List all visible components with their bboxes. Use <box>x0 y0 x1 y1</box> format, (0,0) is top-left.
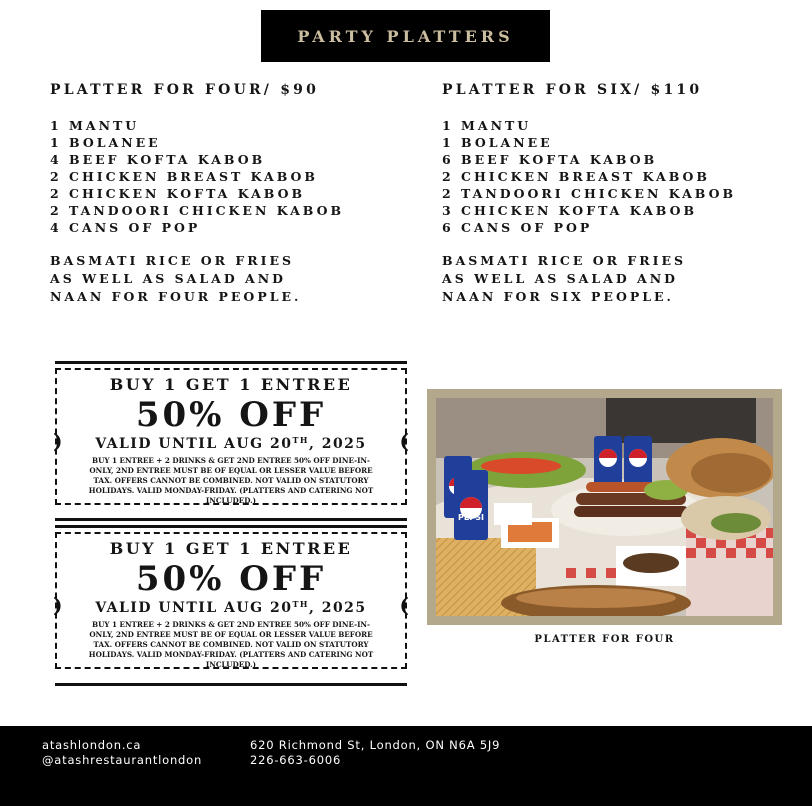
validity-prefix: VALID UNTIL AUG 20 <box>95 600 293 616</box>
platter-six-title: PLATTER FOR SIX/ $110 <box>442 82 703 98</box>
list-item: 1 MANTU <box>50 118 140 133</box>
coupon-validity <box>55 600 407 616</box>
coupon-1 <box>55 361 407 511</box>
scissor-mark-left: ) <box>53 429 63 453</box>
coupon-discount: 50% OFF <box>135 395 327 435</box>
validity-sup: TH <box>292 435 309 445</box>
can-label: PEPSI <box>458 513 484 522</box>
scissor-mark-right: ( <box>399 593 409 617</box>
validity-suffix: , 2025 <box>308 600 367 616</box>
list-item: 4 BEEF KOFTA KABOB <box>50 152 266 167</box>
platter-food-image <box>436 398 773 616</box>
page-title: PARTY PLATTERS <box>297 26 514 46</box>
platter-four-note: BASMATI RICE OR FRIES AS WELL AS SALAD AND NAAN FOR FOUR PEOPLE. <box>50 253 302 304</box>
tear-line <box>55 683 407 686</box>
list-item: 1 BOLANEE <box>442 135 553 150</box>
tear-line <box>55 525 407 528</box>
list-item: 2 TANDOORI CHICKEN KABOB <box>50 203 345 218</box>
list-item: 4 CANS OF POP <box>50 220 201 235</box>
platter-four-section <box>50 82 380 306</box>
photo-frame <box>427 389 782 625</box>
address: 620 Richmond St, London, ON N6A 5J9 <box>250 738 501 752</box>
coupon-validity <box>55 436 407 452</box>
list-item: 3 CHICKEN KOFTA KABOB <box>442 203 698 218</box>
validity-prefix: VALID UNTIL AUG 20 <box>95 436 293 452</box>
list-item: 2 TANDOORI CHICKEN KABOB <box>442 186 737 201</box>
social-handle[interactable]: @atashrestaurantlondon <box>42 753 203 767</box>
footer <box>0 726 812 806</box>
list-item: 2 CHICKEN BREAST KABOB <box>50 169 318 184</box>
coupon-content <box>55 539 407 670</box>
photo-caption: PLATTER FOR FOUR <box>534 634 675 645</box>
platter-six-items <box>442 117 792 236</box>
phone-number[interactable]: 226-663-6006 <box>250 753 342 767</box>
scissor-mark-left: ) <box>53 593 63 617</box>
validity-sup: TH <box>292 599 309 609</box>
platter-four-items <box>50 117 380 236</box>
validity-suffix: , 2025 <box>308 436 367 452</box>
list-item: 6 CANS OF POP <box>442 220 593 235</box>
website-link[interactable]: atashlondon.ca <box>42 738 142 752</box>
coupon-headline: BUY 1 GET 1 ENTREE <box>109 539 353 558</box>
list-item: 1 BOLANEE <box>50 135 161 150</box>
platter-six-section <box>442 82 792 306</box>
coupon-discount: 50% OFF <box>135 559 327 599</box>
platter-photo <box>436 398 773 616</box>
list-item: 2 CHICKEN BREAST KABOB <box>442 169 710 184</box>
list-item: 6 BEEF KOFTA KABOB <box>442 152 658 167</box>
platter-four-title: PLATTER FOR FOUR/ $90 <box>50 82 320 98</box>
list-item: 1 MANTU <box>442 118 532 133</box>
coupon-headline: BUY 1 GET 1 ENTREE <box>109 375 353 394</box>
tear-line-middle <box>55 518 407 521</box>
coupon-content <box>55 375 407 506</box>
coupon-fine-print: BUY 1 ENTREE + 2 DRINKS & GET 2ND ENTREE 50% OFF DINE-IN-ONLY, 2ND ENTREE MUST BE OF EQUAL OR LESSER VALUE BEFORE TAX. OFFERS CANNOT BE COMBINED. NOT VALID ON STATUTORY HOLIDAYS. VALID MONDAY-FRIDAY. (PLATTERS AND CATERING NOT INCLUDED.) <box>88 620 374 669</box>
tear-line <box>55 361 407 364</box>
title-banner <box>261 10 550 62</box>
list-item: 2 CHICKEN KOFTA KABOB <box>50 186 306 201</box>
scissor-mark-right: ( <box>399 429 409 453</box>
coupon-fine-print: BUY 1 ENTREE + 2 DRINKS & GET 2ND ENTREE 50% OFF DINE-IN-ONLY, 2ND ENTREE MUST BE OF EQUAL OR LESSER VALUE BEFORE TAX. OFFERS CANNOT BE COMBINED. NOT VALID ON STATUTORY HOLIDAYS. VALID MONDAY-FRIDAY. (PLATTERS AND CATERING NOT INCLUDED.) <box>88 456 374 505</box>
coupon-2 <box>55 525 407 675</box>
platter-six-note: BASMATI RICE OR FRIES AS WELL AS SALAD AND NAAN FOR SIX PEOPLE. <box>442 253 686 304</box>
